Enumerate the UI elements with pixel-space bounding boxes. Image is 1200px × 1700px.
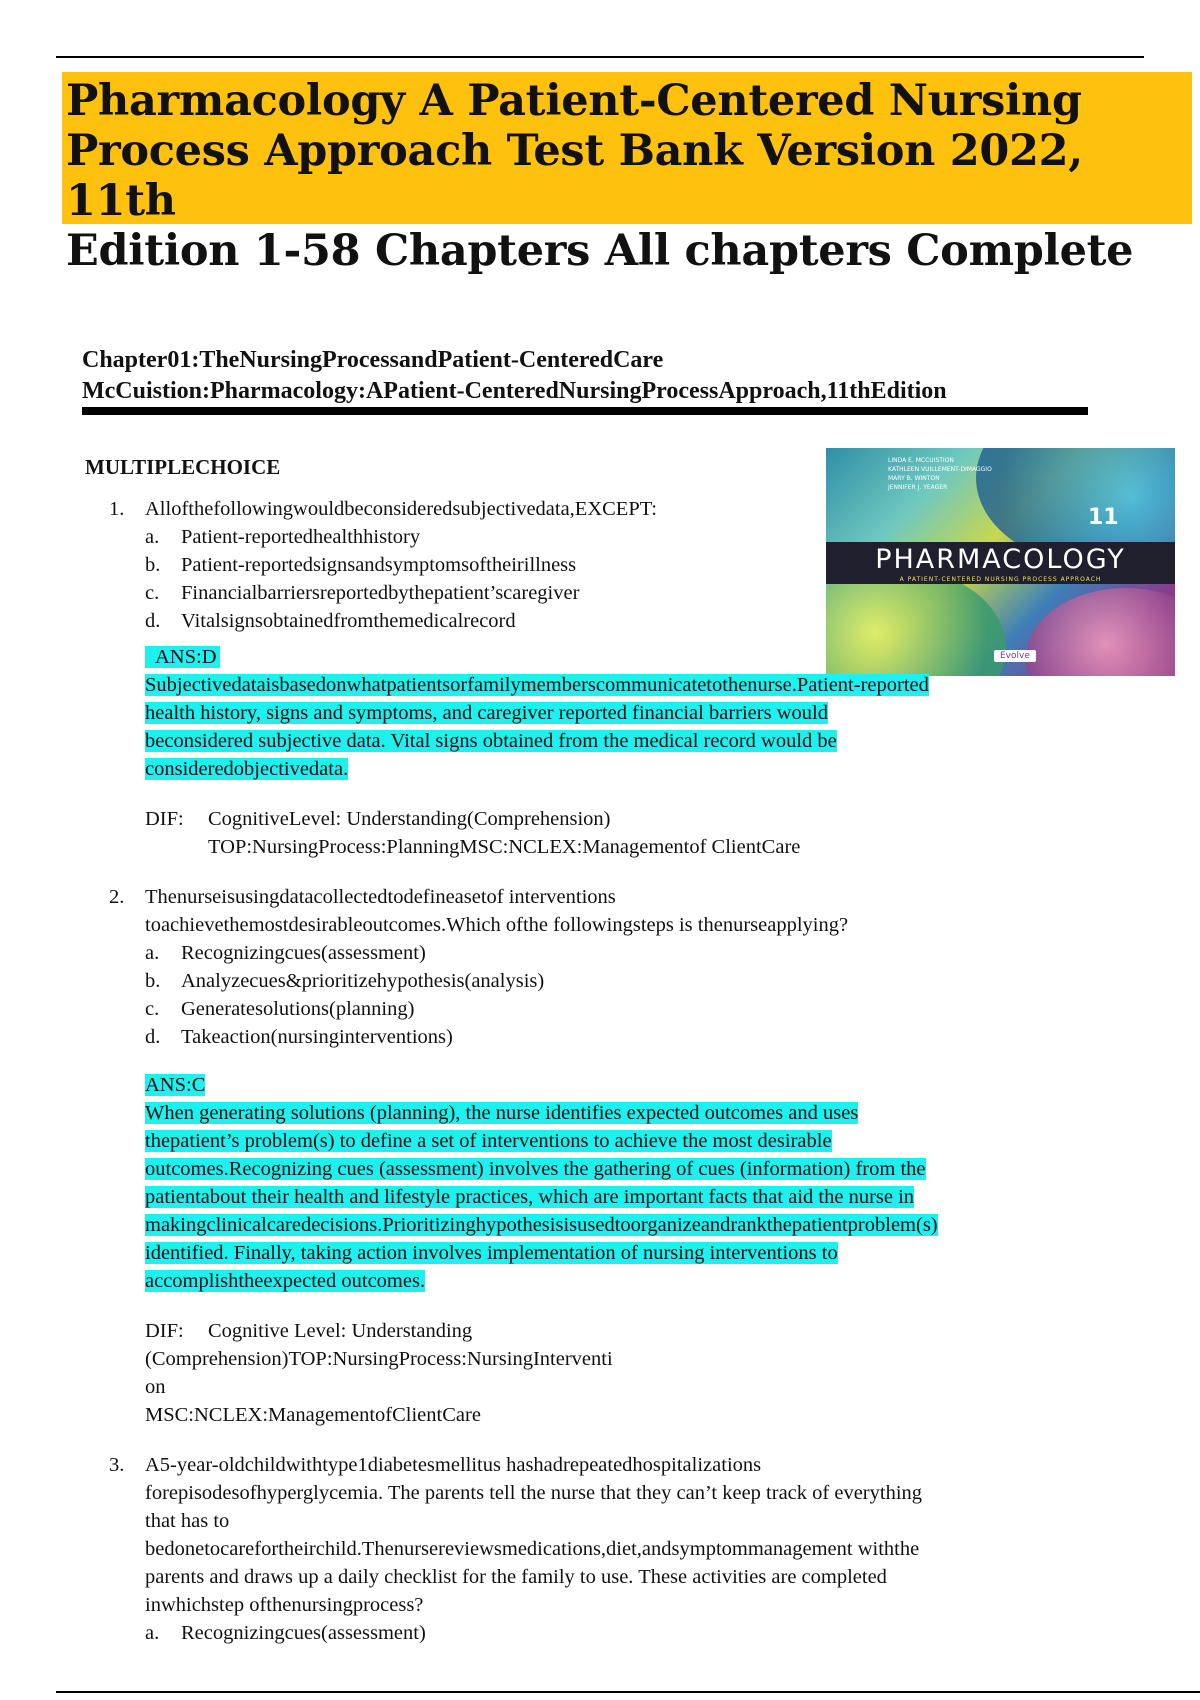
dif-line: CognitiveLevel: Understanding(Comprehension) <box>208 808 611 830</box>
rationale-line: consideredobjectivedata. <box>145 758 349 780</box>
option-text: Recognizingcues(assessment) <box>181 1622 426 1644</box>
dif-label: DIF: <box>145 1320 184 1342</box>
question-stem: forepisodesofhyperglycemia. The parents tell the nurse that they can’t keep track of everything <box>145 1482 923 1504</box>
option-c <box>145 579 1095 607</box>
option-d <box>145 1023 1095 1051</box>
rationale-line: thepatient’s problem(s) to define a set of interventions to achieve the most desirable <box>145 1130 832 1152</box>
option-d <box>145 607 1095 635</box>
top-rule <box>56 56 1144 58</box>
dif-line: MSC:NCLEX:ManagementofClientCare <box>145 1404 481 1426</box>
rationale-line: makingclinicalcaredecisions.Prioritizinghypothesisisusedtoorganizeandrankthepatientproblem(s) <box>145 1214 938 1236</box>
cover-subtitle: A PATIENT-CENTERED NURSING PROCESS APPROACH <box>899 576 1102 583</box>
rationale-line: health history, signs and symptoms, and caregiver reported financial barriers would <box>145 702 828 724</box>
question-2 <box>85 883 1095 1429</box>
bottom-rule <box>56 1691 1200 1693</box>
option-letter: b. <box>145 970 161 992</box>
option-a <box>145 1619 1095 1647</box>
rationale-line: Subjectivedataisbasedonwhatpatientsorfamilymemberscommunicatetothenurse.Patient-reported <box>145 674 929 696</box>
option-b <box>145 967 1095 995</box>
option-text: Takeaction(nursinginterventions) <box>181 1026 453 1048</box>
option-letter: d. <box>145 610 161 632</box>
option-letter: d. <box>145 1026 161 1048</box>
option-a <box>145 939 1095 967</box>
option-letter: b. <box>145 554 161 576</box>
rationale-line: patientabout their health and lifestyle practices, which are important facts that aid the nurse in <box>145 1186 915 1208</box>
book-citation: McCuistion:Pharmacology:APatient-CenteredNursingProcessApproach,11thEdition <box>82 378 947 404</box>
question-stem: bedonetocarefortheirchild.Thenursereviewsmedications,diet,andsymptommanagement withthe <box>145 1538 920 1560</box>
question-number: 2. <box>109 886 125 908</box>
option-text: Financialbarriersreportedbythepatient’scaregiver <box>181 582 580 604</box>
chapter-rule <box>82 407 1088 415</box>
question-1 <box>85 495 1095 861</box>
dif-line: Cognitive Level: Understanding <box>208 1320 473 1342</box>
option-text: Recognizingcues(assessment) <box>181 942 426 964</box>
option-text: Analyzecues&prioritizehypothesis(analysis) <box>181 970 545 992</box>
option-b <box>145 551 1095 579</box>
option-letter: c. <box>145 998 160 1020</box>
option-text: Patient-reportedhealthhistory <box>181 526 421 548</box>
option-letter: a. <box>145 942 160 964</box>
rationale-line: When generating solutions (planning), the nurse identifies expected outcomes and uses <box>145 1102 859 1124</box>
question-number: 1. <box>109 498 125 520</box>
dif-line: on <box>145 1376 166 1398</box>
option-c <box>145 995 1095 1023</box>
question-content <box>85 453 1095 1647</box>
answer-block <box>145 643 1095 783</box>
title-banner <box>62 72 1192 276</box>
question-stem: parents and draws up a daily checklist for the family to use. These activities are completed <box>145 1566 887 1588</box>
option-text: Patient-reportedsignsandsymptomsoftheirillness <box>181 554 577 576</box>
chapter-title: Chapter01:TheNursingProcessandPatient-CenteredCare <box>82 347 664 373</box>
answer-key: ANS:D <box>145 646 220 668</box>
cover-authors: LINDA E. MCCUISTION KATHLEEN VUILLEMENT-DIMAGGIO MARY B. WINTON JENNIFER J. YEAGER <box>888 457 992 491</box>
question-stem: Thenurseisusingdatacollectedtodefineasetof interventions <box>145 886 616 908</box>
answer-key: ANS:C <box>145 1074 206 1096</box>
option-text: Vitalsignsobtainedfromthemedicalrecord <box>181 610 516 632</box>
rationale-line: beconsidered subjective data. Vital signs obtained from the medical record would be <box>145 730 837 752</box>
cover-title: PHARMACOLOGY <box>875 544 1126 575</box>
dif-line: TOP:NursingProcess:PlanningMSC:NCLEX:Managementof ClientCare <box>208 836 801 858</box>
question-stem: Allofthefollowingwouldbeconsideredsubjectivedata,EXCEPT: <box>145 498 657 520</box>
difficulty-block <box>145 805 1095 861</box>
document-title <box>66 76 1188 276</box>
chapter-heading <box>82 345 1092 415</box>
title-line: Process Approach Test Bank Version 2022, 11th <box>66 126 1083 226</box>
rationale-line: accomplishtheexpected outcomes. <box>145 1270 426 1292</box>
option-letter: c. <box>145 582 160 604</box>
title-line: Edition 1-58 Chapters All chapters Complete <box>66 226 1134 276</box>
option-a <box>145 523 1095 551</box>
cover-edition: 11 <box>1088 505 1119 530</box>
rationale-line: identified. Finally, taking action involves implementation of nursing interventions to <box>145 1242 838 1264</box>
difficulty-block <box>145 1317 1095 1345</box>
option-letter: a. <box>145 526 160 548</box>
question-3 <box>85 1451 1095 1647</box>
section-title: MULTIPLECHOICE <box>85 455 281 479</box>
question-number: 3. <box>109 1454 125 1476</box>
rationale-line: outcomes.Recognizing cues (assessment) involves the gathering of cues (information) from the <box>145 1158 926 1180</box>
question-stem: toachievethemostdesirableoutcomes.Which ofthe followingsteps is thenurseapplying? <box>145 914 849 936</box>
title-line: Pharmacology A Patient-Centered Nursing <box>66 76 1082 126</box>
option-letter: a. <box>145 1622 160 1644</box>
question-stem: inwhichstep ofthenursingprocess? <box>145 1594 424 1616</box>
dif-label: DIF: <box>145 808 184 830</box>
question-stem: A5-year-oldchildwithtype1diabetesmellitus hashadrepeatedhospitalizations <box>145 1454 762 1476</box>
question-stem: that has to <box>145 1510 230 1532</box>
answer-block <box>145 1071 1095 1295</box>
evolve-logo: Evolve <box>994 650 1036 662</box>
dif-line: (Comprehension)TOP:NursingProcess:NursingInterventi <box>145 1348 613 1370</box>
option-text: Generatesolutions(planning) <box>181 998 415 1020</box>
